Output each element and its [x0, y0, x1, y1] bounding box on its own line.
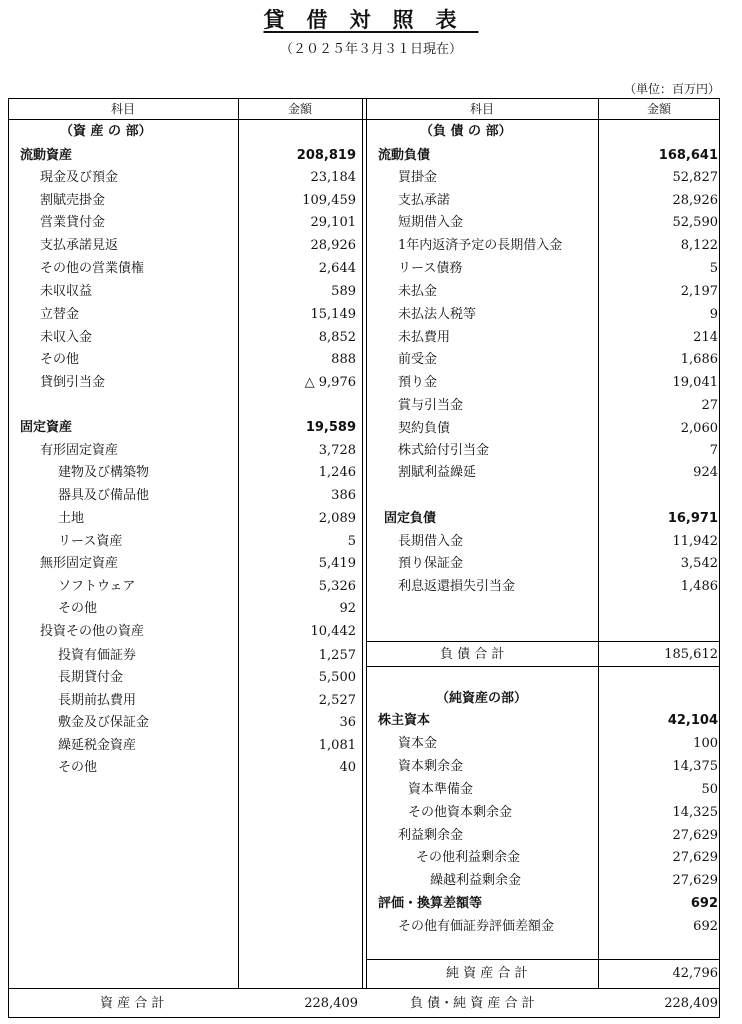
net-assets-total-amount: 42,796	[672, 966, 718, 981]
line-item-label: 支払承諾見返	[40, 238, 119, 253]
line-item-label: 評価・換算差額等	[378, 896, 483, 911]
line-item-amount: 29,101	[310, 215, 356, 230]
line-item-amount: 9	[709, 307, 718, 322]
line-item-amount: 3,542	[680, 556, 718, 571]
line-item-row	[0, 485, 742, 507]
line-item-label: 器具及び備品他	[58, 488, 150, 503]
line-item-amount: 1,246	[318, 465, 356, 480]
net-total-rule	[366, 959, 720, 960]
document-title: 貸借対照表	[263, 7, 479, 32]
line-item-label: 流動資産	[20, 148, 73, 163]
report-date: （２０２５年３月３１日現在）	[279, 42, 462, 57]
line-item-row	[0, 327, 742, 349]
line-item-row	[0, 440, 742, 462]
line-item-row	[0, 212, 742, 234]
line-item-row	[0, 690, 742, 712]
line-item-label: 無形固定資産	[40, 556, 119, 571]
line-item-amount: 589	[331, 284, 356, 299]
line-item-amount: 924	[693, 465, 718, 480]
header-rule	[8, 119, 720, 120]
line-item-amount: 2,197	[680, 284, 718, 299]
line-item-label: 割賦売掛金	[40, 193, 106, 208]
line-item-row	[0, 893, 742, 915]
line-item-amount: 1,686	[680, 352, 718, 367]
line-item-label: 前受金	[398, 352, 438, 367]
line-item-label: 長期貸付金	[58, 670, 124, 685]
line-item-row	[0, 553, 742, 575]
net-assets-total-label: 純 資 産 合 計	[446, 966, 528, 981]
line-item-row	[0, 667, 742, 689]
line-item-label: 契約負債	[398, 421, 451, 436]
line-item-amount: 15,149	[310, 307, 356, 322]
line-item-label: その他有価証券評価差額金	[398, 919, 555, 934]
line-item-label: 利益剰余金	[398, 828, 464, 843]
line-item-label: 未払金	[398, 284, 438, 299]
line-item-amount: 888	[331, 352, 356, 367]
line-item-row	[0, 349, 742, 371]
line-item-amount: 2,527	[318, 693, 356, 708]
line-item-row	[0, 145, 742, 167]
line-item-amount: 14,325	[672, 805, 718, 820]
line-item-amount: 208,819	[296, 148, 356, 163]
line-item-row	[0, 395, 742, 417]
line-item-amount: 5,500	[318, 670, 356, 685]
unit-label: （単位：百万円）	[623, 82, 720, 96]
line-item-label: 投資有価証券	[58, 648, 137, 663]
line-item-label: 買掛金	[398, 170, 438, 185]
line-item-label: 未収収益	[40, 284, 93, 299]
line-item-amount: △ 9,976	[304, 375, 356, 390]
line-item-row	[0, 802, 742, 824]
line-item-amount: 5	[709, 261, 718, 276]
liabilities-total-label: 負 債 合 計	[440, 647, 505, 662]
line-item-label: リース資産	[58, 534, 123, 549]
line-item-row	[0, 779, 742, 801]
line-item-amount: 7	[709, 443, 718, 458]
liab-net-total-label: 負 債・純 資 産 合 計	[410, 996, 535, 1011]
line-item-amount: 8,122	[680, 238, 718, 253]
line-item-row	[0, 825, 742, 847]
line-item-row	[0, 190, 742, 212]
line-item-label: 貸倒引当金	[40, 375, 106, 390]
liabilities-heading: （負 債 の 部）	[420, 124, 512, 139]
net-assets-heading: （純資産の部）	[436, 691, 528, 706]
line-item-amount: 11,942	[672, 534, 718, 549]
line-item-label: 資本金	[398, 736, 438, 751]
assets-heading: （資 産 の 部）	[60, 124, 152, 139]
line-item-label: 支払承諾	[398, 193, 451, 208]
line-item-row	[0, 418, 742, 440]
line-item-row	[0, 733, 742, 755]
header-left-amount: 金額	[287, 102, 312, 116]
line-item-amount: 27,629	[672, 828, 718, 843]
line-item-label: その他利益剰余金	[416, 850, 521, 865]
line-item-label: 1年内返済予定の長期借入金	[398, 238, 563, 253]
line-item-amount: 2,060	[680, 421, 718, 436]
line-item-label: 資本剰余金	[398, 759, 464, 774]
line-item-label: 有形固定資産	[40, 443, 119, 458]
line-item-label: 土地	[58, 511, 85, 526]
line-item-label: ソフトウェア	[58, 579, 136, 594]
line-item-row	[0, 916, 742, 938]
line-item-label: 敷金及び保証金	[58, 715, 150, 730]
line-item-label: 割賦利益繰延	[398, 465, 477, 480]
line-item-amount: 692	[693, 919, 718, 934]
line-item-row	[0, 598, 742, 620]
liabilities-total-amount: 185,612	[664, 647, 718, 662]
line-item-label: 株式給付引当金	[398, 443, 490, 458]
line-item-amount: 42,104	[667, 713, 718, 728]
line-item-row	[0, 281, 742, 303]
line-item-row	[0, 258, 742, 280]
line-item-amount: 19,041	[672, 375, 718, 390]
line-item-label: 繰越利益剰余金	[430, 873, 522, 888]
assets-total-amount: 228,409	[304, 996, 358, 1011]
line-item-label: 建物及び構築物	[58, 465, 150, 480]
line-item-label: その他	[40, 352, 80, 367]
line-item-amount: 692	[690, 896, 718, 911]
line-item-label: 現金及び預金	[40, 170, 119, 185]
line-item-amount: 100	[693, 736, 718, 751]
line-item-amount: 109,459	[302, 193, 356, 208]
line-item-amount: 1,486	[680, 579, 718, 594]
line-item-amount: 52,590	[672, 215, 718, 230]
line-item-amount: 214	[693, 330, 718, 345]
line-item-label: 短期借入金	[398, 215, 464, 230]
line-item-row	[0, 756, 742, 778]
header-right-item: 科目	[469, 102, 494, 116]
line-item-label: 立替金	[40, 307, 80, 322]
line-item-amount: 40	[339, 760, 356, 775]
line-item-amount: 92	[339, 601, 356, 616]
liab-net-total-amount: 228,409	[664, 996, 718, 1011]
line-item-row	[0, 508, 742, 530]
line-item-amount: 5,419	[318, 556, 356, 571]
line-item-label: 長期前払費用	[58, 693, 137, 708]
line-item-amount: 3,728	[318, 443, 356, 458]
line-item-amount: 19,589	[305, 420, 356, 435]
line-item-amount: 52,827	[672, 170, 718, 185]
line-item-label: 利息返還損失引当金	[398, 579, 516, 594]
line-item-row	[0, 847, 742, 869]
line-item-row	[0, 372, 742, 394]
line-item-label: 未収入金	[40, 330, 93, 345]
line-item-amount: 2,644	[318, 261, 356, 276]
line-item-amount: 14,375	[672, 759, 718, 774]
line-item-label: 固定資産	[20, 420, 73, 435]
line-item-amount: 36	[339, 715, 356, 730]
line-item-label: 未払法人税等	[398, 307, 477, 322]
line-item-label: その他資本剰余金	[408, 805, 513, 820]
line-item-amount: 5	[347, 534, 356, 549]
line-item-label: 投資その他の資産	[40, 624, 145, 639]
line-item-label: 固定負債	[384, 511, 437, 526]
line-item-amount: 8,852	[318, 330, 356, 345]
line-item-amount: 1,081	[318, 738, 356, 753]
header-left-item: 科目	[110, 102, 135, 116]
line-item-row	[0, 531, 742, 553]
line-item-row	[0, 235, 742, 257]
line-item-label: 繰延税金資産	[58, 738, 137, 753]
assets-total-label: 資 産 合 計	[100, 996, 165, 1011]
line-item-amount: 27,629	[672, 850, 718, 865]
line-item-label: 営業貸付金	[40, 215, 106, 230]
line-item-amount: 168,641	[658, 148, 718, 163]
line-item-amount: 27,629	[672, 873, 718, 888]
line-item-row	[0, 304, 742, 326]
line-item-label: 預り保証金	[398, 556, 464, 571]
line-item-label: 未払費用	[398, 330, 451, 345]
line-item-amount: 50	[701, 782, 718, 797]
line-item-amount: 1,257	[318, 648, 356, 663]
line-item-label: 株主資本	[378, 713, 431, 728]
line-item-amount: 386	[331, 488, 356, 503]
line-item-amount: 5,326	[318, 579, 356, 594]
line-item-row	[0, 621, 742, 643]
line-item-row	[0, 710, 742, 732]
line-item-amount: 10,442	[310, 624, 356, 639]
line-item-label: リース債務	[398, 261, 463, 276]
line-item-row	[0, 462, 742, 484]
line-item-label: 流動負債	[378, 148, 431, 163]
line-item-label: 賞与引当金	[398, 398, 464, 413]
line-item-amount: 28,926	[672, 193, 718, 208]
line-item-amount: 16,971	[667, 511, 718, 526]
line-item-label: 資本準備金	[408, 782, 474, 797]
line-item-label: その他の営業債権	[40, 261, 145, 276]
totals-rule	[8, 988, 720, 989]
line-item-amount: 28,926	[310, 238, 356, 253]
header-right-amount: 金額	[646, 102, 671, 116]
line-item-row	[0, 167, 742, 189]
line-item-label: 預り金	[398, 375, 438, 390]
line-item-amount: 27	[701, 398, 718, 413]
line-item-row	[0, 576, 742, 598]
line-item-label: その他	[58, 760, 98, 775]
line-item-label: その他	[58, 601, 98, 616]
line-item-row	[0, 870, 742, 892]
line-item-amount: 23,184	[310, 170, 356, 185]
line-item-label: 長期借入金	[398, 534, 464, 549]
line-item-amount: 2,089	[318, 511, 356, 526]
